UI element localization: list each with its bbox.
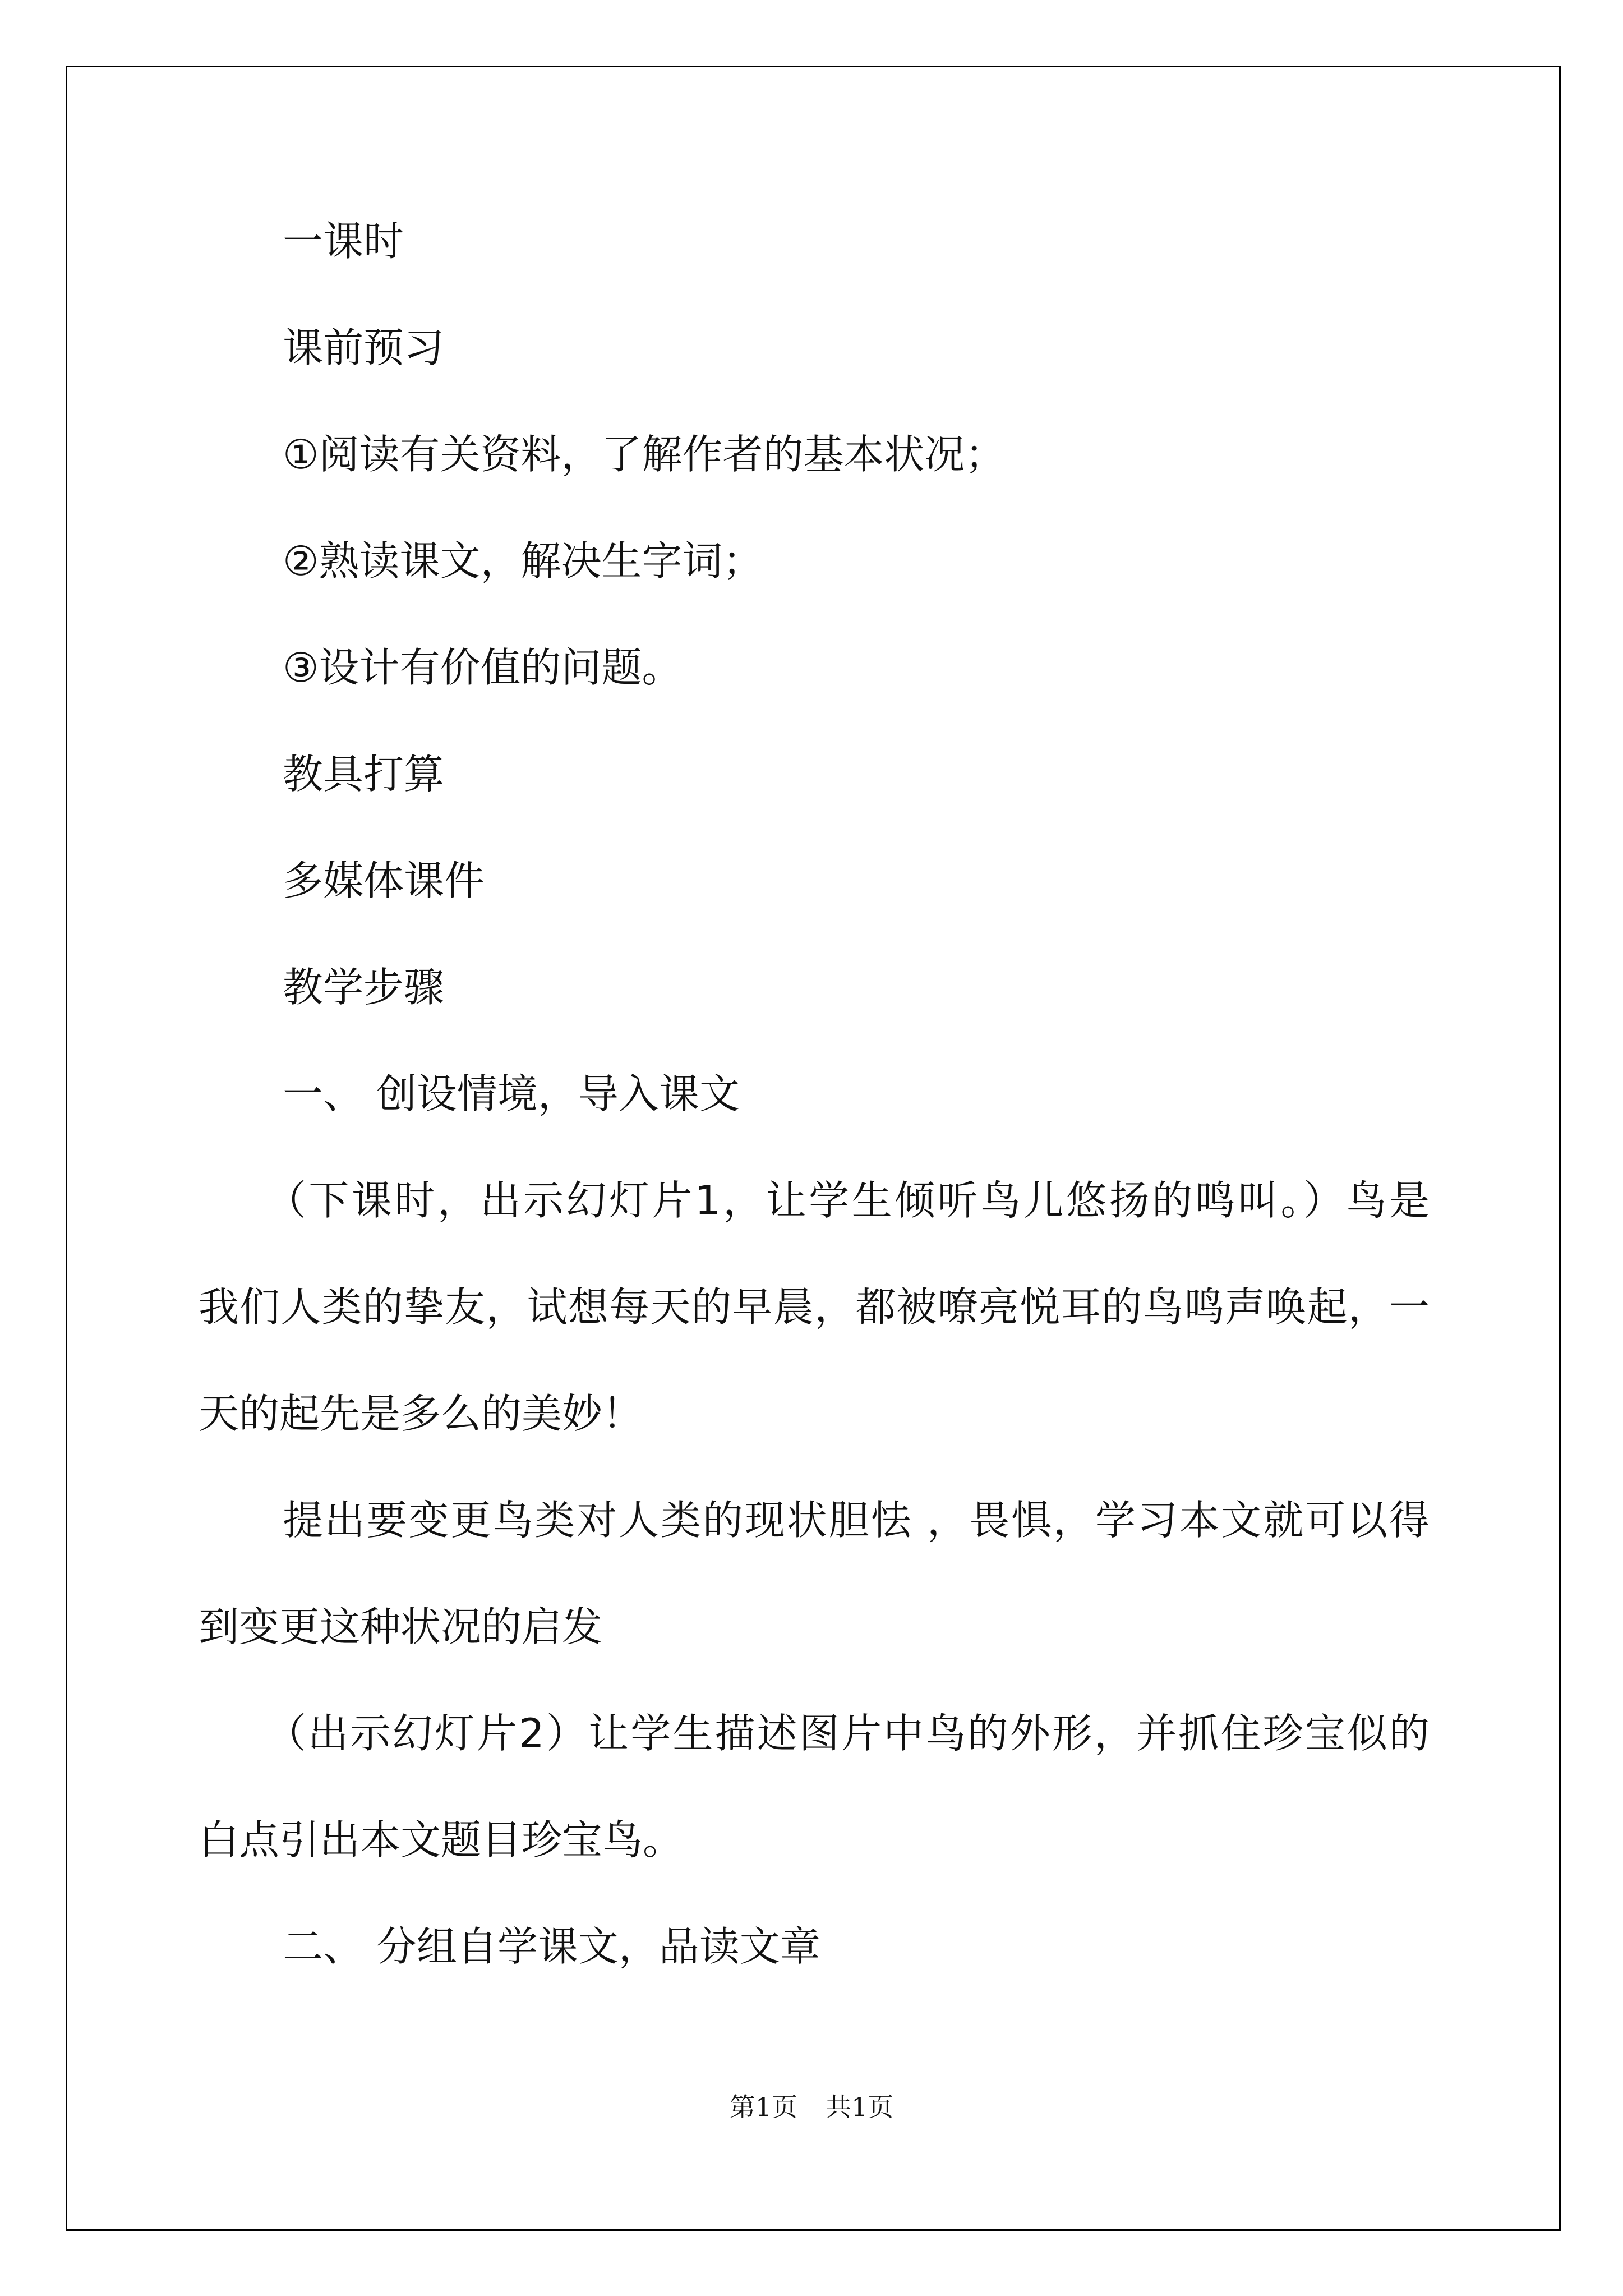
preview-item-3: ③设计有价值的问题。: [283, 644, 683, 691]
paragraph-line: （下课时，出示幻灯片1，让学生倾听鸟儿悠扬的鸣叫。）鸟是: [266, 1177, 1430, 1224]
heading-teaching-aids: 教具打算: [283, 751, 445, 798]
paragraph-line: 提出要变更鸟类对人类的现状胆怯 ，畏惧，学习本文就可以得: [283, 1497, 1430, 1544]
step-1-heading: 一、 创设情境，导入课文: [283, 1070, 740, 1117]
heading-teaching-steps: 教学步骤: [283, 964, 445, 1011]
page-total: 共1页: [826, 2092, 894, 2122]
paragraph-line: 我们人类的挚友，试想每天的早晨，都被嘹亮悦耳的鸟鸣声唤起，一: [199, 1283, 1430, 1331]
paragraph-line: 到变更这种状况的启发: [199, 1603, 603, 1650]
page-border: [66, 66, 1561, 2231]
preview-item-1: ①阅读有关资料，了解作者的基本状况；: [283, 431, 1006, 478]
page-number: 第1页: [729, 2092, 797, 2122]
preview-item-2: ②熟读课文，解决生字词；: [283, 537, 763, 585]
teaching-aids-text: 多媒体课件: [283, 857, 485, 904]
paragraph-line: 天的起先是多么的美妙！: [199, 1390, 643, 1437]
paragraph-line: 白点引出本文题目珍宝鸟。: [199, 1816, 684, 1864]
heading-preview: 课前预习: [283, 324, 445, 371]
paragraph-line: （出示幻灯片2）让学生描述图片中鸟的外形，并抓住珍宝似的: [266, 1710, 1430, 1757]
heading-lesson: 一课时: [283, 218, 404, 265]
step-2-heading: 二、 分组自学课文，品读文章: [283, 1923, 820, 1970]
page-footer: [0, 2090, 1623, 2124]
